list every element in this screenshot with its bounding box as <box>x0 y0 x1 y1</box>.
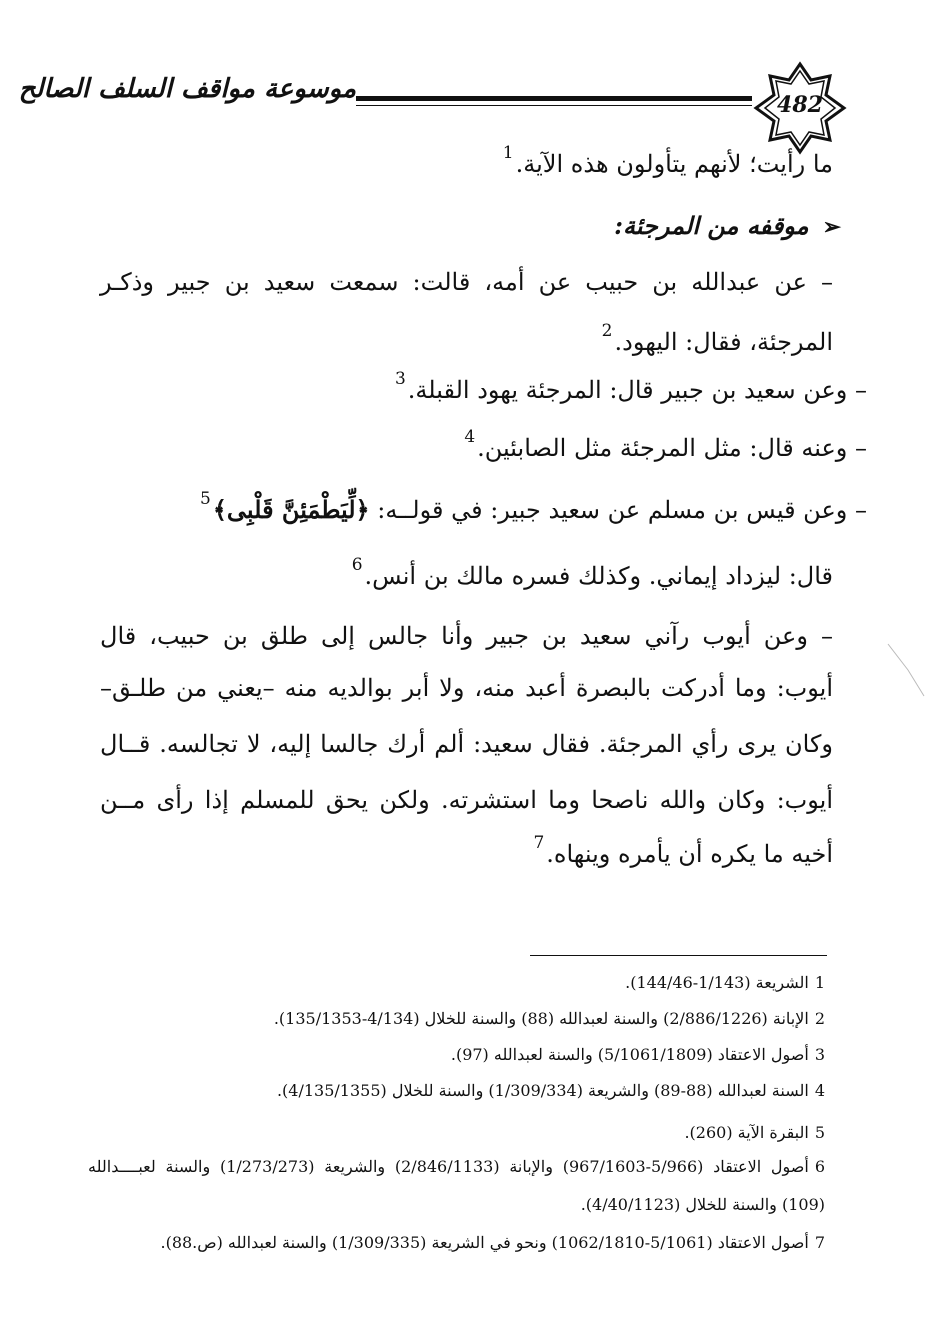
footnote-5 <box>684 1120 825 1146</box>
header-rule <box>356 96 752 101</box>
body-text: – وعن قيس بن مسلم عن سعيد جبير: في قولــه: <box>377 496 867 524</box>
body-text: قال: ليزداد إيماني. وكذلك فسره مالك بن أنس. <box>364 562 833 590</box>
arrowhead-bullet-icon: ➢ <box>822 214 841 240</box>
body-line-12: أيوب: وكان والله ناصحا وما استشرته. ولكن يحق للمسلم إذا رأى مــن <box>100 786 833 814</box>
footnote-4 <box>277 1078 825 1104</box>
body-line-7 <box>200 490 867 533</box>
body-line-13 <box>533 834 833 877</box>
footnote-7 <box>160 1230 825 1256</box>
section-heading-text: موقفه من المرجئة: <box>614 211 809 240</box>
footnote-number: 2 <box>814 1009 825 1028</box>
footnote-ref: 4 <box>464 427 476 447</box>
body-text: ما رأيت؛ لأنهم يتأولون هذه الآية. <box>515 150 833 178</box>
footnote-ref: 7 <box>533 833 545 853</box>
body-line-5 <box>395 370 867 413</box>
footnote-1 <box>625 970 825 996</box>
footnote-2 <box>274 1006 825 1032</box>
footnote-text: أصول الاعتقاد (5/1061/1809) والسنة لعبدالله (97). <box>450 1045 809 1064</box>
body-line-3: – عن عبدالله بن حبيب عن أمه، قالت: سمعت سعيد بن جبير وذكـر <box>100 268 833 296</box>
section-heading <box>614 206 841 247</box>
footnote-number: 1 <box>814 973 825 992</box>
header-rule-thin <box>356 105 752 106</box>
body-text: – وعن سعيد بن جبير قال: المرجئة يهود القبلة. <box>407 376 867 404</box>
footnote-text: السنة لعبدالله (88-89) والشريعة (1/309/334) والسنة للخلال (4/135/1355). <box>276 1081 809 1100</box>
page-number: 482 <box>777 92 823 118</box>
body-line-11: وكان يرى رأي المرجئة. فقال سعيد: ألم أرك جالسا إليه، لا تجالسه. قــال <box>100 730 833 758</box>
page-number-badge <box>754 62 846 154</box>
footnote-ref: 6 <box>351 555 363 575</box>
footnote-number: 5 <box>814 1123 825 1142</box>
footnote-text: الإبانة (2/886/1226) والسنة لعبدالله (88) والسنة للخلال (4/134-135/1353). <box>273 1009 809 1028</box>
footnote-6 <box>88 1154 825 1180</box>
footnote-3 <box>451 1042 825 1068</box>
footnote-text: أصول الاعتقاد (5/1061-1062/1810) ونحو في الشريعة (1/309/335) والسنة لعبدالله (ص.88). <box>160 1233 809 1252</box>
book-title: موسوعة مواقف السلف الصالح <box>18 74 356 104</box>
footnote-number: 4 <box>814 1081 825 1100</box>
body-text: المرجئة، فقال: اليهود. <box>614 328 833 356</box>
body-line-8 <box>352 556 833 599</box>
body-line-6 <box>464 428 867 471</box>
footnote-number: 3 <box>814 1045 825 1064</box>
footnote-ref: 1 <box>502 143 514 163</box>
footnote-separator <box>530 955 827 956</box>
body-text: – وعنه قال: مثل المرجئة مثل الصابئين. <box>477 434 867 462</box>
footnote-number: 7 <box>814 1233 825 1252</box>
footnote-text: أصول الاعتقاد (5/966-967/1603) والإبانة (2/846/1133) والشريعة (1/273/273) والسنة لعبــــدالله <box>88 1157 809 1176</box>
quran-quote: ﴿لِّيَطْمَئِنَّ قَلْبِى﴾ <box>212 495 370 524</box>
footnote-text: الشريعة (1/143-144/46). <box>625 973 809 992</box>
footnote-6-continued: (109) والسنة للخلال (4/40/1123). <box>580 1195 825 1214</box>
body-line-1 <box>503 144 833 187</box>
scan-artifact <box>886 640 926 700</box>
body-line-4 <box>602 322 833 365</box>
body-line-10: أيوب: وما أدركت بالبصرة أعبد منه، ولا أبر بوالديه منه –يعني من طلـق– <box>100 674 833 702</box>
footnote-text: البقرة الآية (260). <box>684 1123 809 1142</box>
footnote-ref: 2 <box>601 321 613 341</box>
body-text: أخيه ما يكره أن يأمره وينهاه. <box>546 840 833 868</box>
footnote-ref: 3 <box>394 369 406 389</box>
body-line-9: – وعن أيوب رآني سعيد بن جبير وأنا جالس إلى طلق بن حبيب، قال <box>100 622 833 650</box>
footnote-ref: 5 <box>200 489 211 509</box>
footnote-number: 6 <box>814 1157 826 1176</box>
